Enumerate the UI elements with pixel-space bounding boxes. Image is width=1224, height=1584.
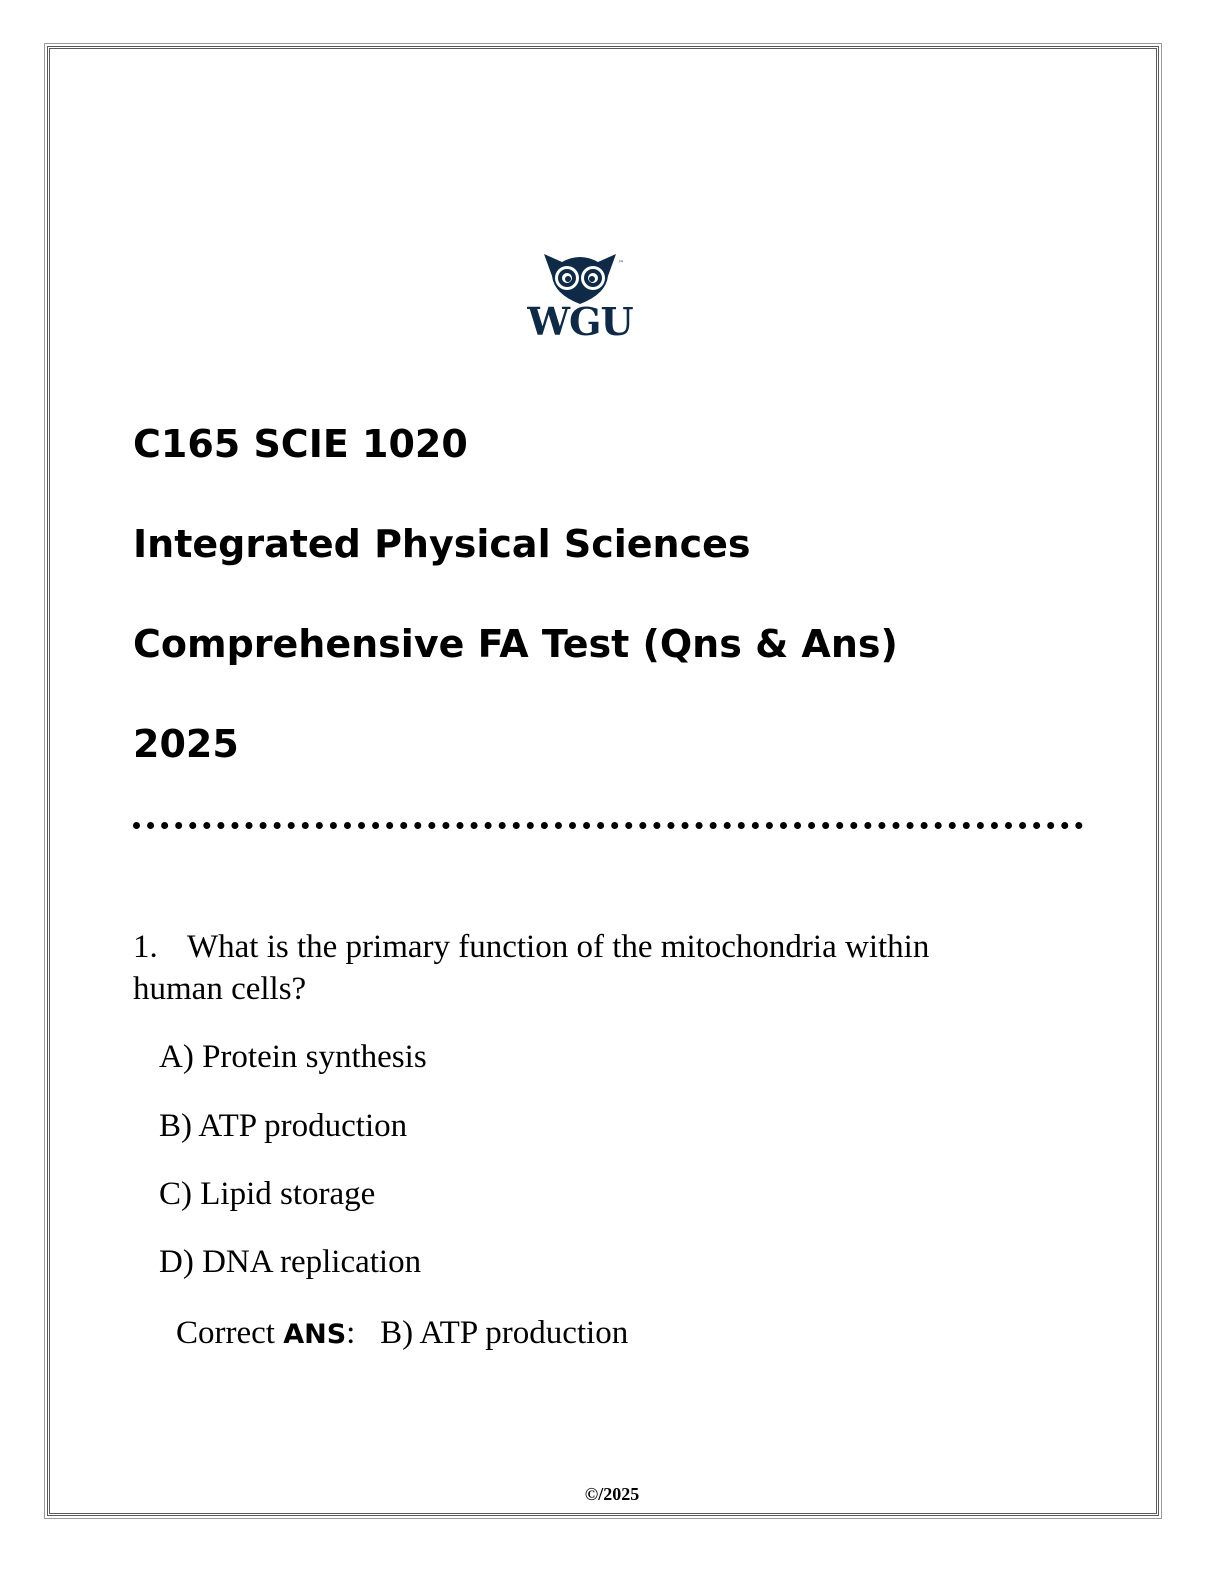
wgu-logo	[522, 250, 638, 346]
answer-prefix: Correct	[176, 1315, 284, 1351]
test-title-heading: Comprehensive FA Test (Qns & Ans)	[133, 622, 898, 666]
owl-icon	[540, 250, 620, 306]
question-number: 1.	[133, 929, 158, 965]
footer-copyright: ©/2025	[584, 1484, 640, 1504]
option-a: A) Protein synthesis	[159, 1039, 427, 1075]
trademark-symbol: ™	[618, 260, 624, 267]
answer-separator: :	[346, 1315, 356, 1351]
option-b: B) ATP production	[159, 1108, 408, 1144]
option-d: D) DNA replication	[159, 1244, 422, 1280]
logo-text: WGU	[527, 299, 633, 344]
dotted-divider	[133, 822, 1083, 829]
question-text	[133, 926, 1013, 1010]
course-name-heading: Integrated Physical Sciences	[133, 522, 751, 566]
answer-key-label: ANS	[283, 1319, 347, 1350]
answer-value: B) ATP production	[380, 1315, 629, 1351]
year-heading: 2025	[133, 722, 239, 766]
correct-answer	[176, 1312, 628, 1356]
course-code-heading: C165 SCIE 1020	[133, 422, 468, 466]
option-c: C) Lipid storage	[159, 1176, 376, 1212]
question-body: What is the primary function of the mitochondria within human cells?	[133, 929, 930, 1007]
